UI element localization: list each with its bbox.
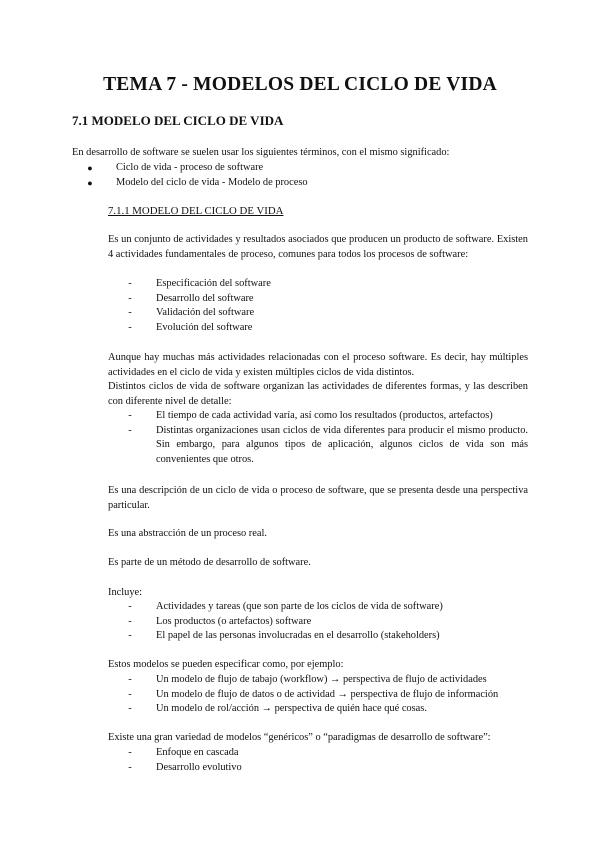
paragraph: Es un conjunto de actividades y resultados asociados que producen un producto de software. Existen 4 actividades fundamentales de proceso, comunes para todos los procesos de software: — [108, 234, 528, 260]
list-item: - Desarrollo evolutivo — [128, 761, 242, 773]
list-item: - Especificación del software — [128, 278, 271, 289]
paragraph: Es una abstracción de un proceso real. — [108, 528, 267, 539]
activities-list — [120, 277, 271, 335]
paragraph: Distintos ciclos de vida de software organizan las actividades de diferentes formas, y las describen con diferente nivel de detalle: — [108, 381, 528, 407]
list-item: - Los productos (o artefactos) software — [128, 615, 312, 627]
intro-list — [80, 161, 308, 190]
list-item: - Enfoque en cascada — [128, 747, 239, 758]
paragraph: Es parte de un método de desarrollo de software. — [108, 557, 311, 568]
section-heading: 7.1 MODELO DEL CICLO DE VIDA — [72, 113, 284, 128]
includes-list — [120, 600, 443, 644]
list-item: - Un modelo de flujo de tabajo (workflow) → perspectiva de flujo de actividades — [128, 674, 487, 685]
list-item: - Actividades y tareas (que son parte de los ciclos de vida de software) — [128, 601, 443, 612]
list-item: - Un modelo de flujo de datos o de actividad → perspectiva de flujo de información — [128, 688, 499, 700]
list-item: - Validación del software — [128, 307, 255, 319]
paragraph: Incluye: — [108, 587, 143, 598]
paragraph: Existe una gran variedad de modelos “genéricos” o “paradigmas de desarrollo de software”: — [108, 732, 491, 743]
list-item: - Un modelo de rol/acción → perspectiva de quién hace qué cosas. — [128, 703, 427, 715]
list-item: - Desarrollo del software — [128, 292, 254, 304]
list-item: ● Modelo del ciclo de vida - Modelo de proceso — [80, 176, 308, 191]
bullet-icon: ● — [87, 177, 93, 188]
subsection-heading: 7.1.1 MODELO DEL CICLO DE VIDA — [108, 205, 284, 217]
paragraph: Estos modelos se pueden especificar como, por ejemplo: — [108, 659, 344, 670]
paragraph: Es una descripción de un ciclo de vida o proceso de software, que se presenta desde una perspectiva particular. — [108, 485, 528, 511]
paradigms-list — [120, 746, 242, 775]
models-list — [120, 673, 498, 717]
list-item: - El papel de las personas involucradas en el desarrollo (stakeholders) — [128, 630, 440, 642]
paragraph: Aunque hay muchas más actividades relacionadas con el proceso software. Es decir, hay múltiples actividades en el ciclo de vida y existen múltiples ciclos de vida distintos. — [108, 352, 528, 378]
bullet-icon: ● — [87, 163, 93, 173]
page-title: TEMA 7 - MODELOS DEL CICLO DE VIDA — [103, 74, 497, 95]
list-item: - El tiempo de cada actividad varía, así como los resultados (productos, artefactos) — [128, 410, 493, 421]
details-list — [120, 409, 528, 467]
list-item: - Evolución del software — [128, 321, 253, 333]
list-item: - Distintas organizaciones usan ciclos de vida diferentes para producir el mismo producto. Sin embargo, para algunos tipos de aplicación, algunos ciclos de vida son más convenientes que otros. — [128, 424, 528, 465]
list-item: ● Ciclo de vida - proceso de software — [80, 161, 308, 176]
intro-paragraph: En desarrollo de software se suelen usar los siguientes términos, con el mismo significado: — [72, 147, 450, 158]
